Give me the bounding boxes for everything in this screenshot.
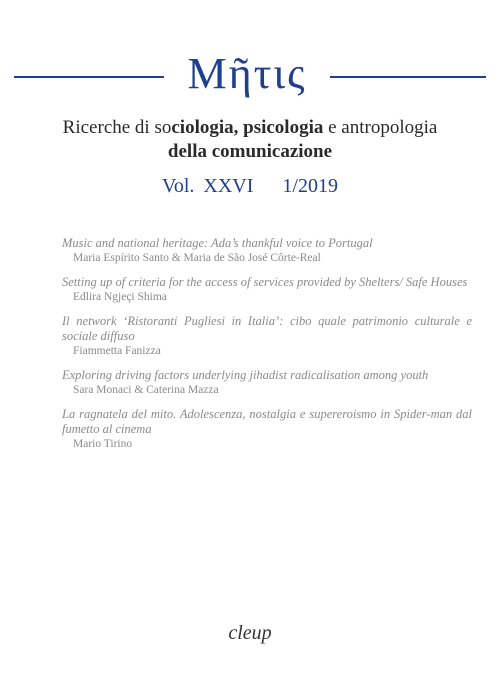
volume-number: Vol. XXVI bbox=[162, 175, 254, 197]
publisher-logo: cleup bbox=[228, 622, 272, 644]
article-entry bbox=[62, 236, 472, 266]
article-authors: Fiammetta Fanizza bbox=[73, 345, 161, 357]
subtitle-part-bold: ciologia, psicologia bbox=[171, 117, 324, 138]
article-title: Setting up of criteria for the access of services provided by Shelters/ Safe Houses bbox=[62, 275, 468, 289]
article-title: Exploring driving factors underlying jihadist radicalisation among youth bbox=[62, 368, 429, 382]
table-of-contents bbox=[62, 236, 472, 461]
volume-issue bbox=[60, 175, 440, 198]
article-entry bbox=[62, 368, 472, 398]
subtitle-part: e antropologia bbox=[323, 117, 438, 138]
article-authors: Edlira Ngjeçi Shima bbox=[73, 291, 167, 303]
article-authors: Sara Monaci & Caterina Mazza bbox=[73, 384, 219, 396]
article-authors: Maria Espírito Santo & Maria de São José Côrte-Real bbox=[73, 252, 321, 264]
article-title: Music and national heritage: Ada’s thankful voice to Portugal bbox=[62, 236, 373, 250]
journal-title: Μῆτις bbox=[187, 49, 307, 98]
subtitle-line-2: della comunicazione bbox=[167, 141, 333, 162]
subtitle-part: Ricerche di so bbox=[62, 117, 172, 138]
article-authors: Mario Tirino bbox=[73, 438, 133, 450]
article-title: Il network ‘Ristoranti Pugliesi in Italia’: cibo quale patrimonio culturale e sociale diffuso bbox=[62, 314, 472, 343]
subtitle-line-1 bbox=[40, 116, 460, 140]
title-rule-left bbox=[14, 76, 164, 78]
article-entry bbox=[62, 407, 472, 452]
journal-subtitle bbox=[40, 116, 460, 164]
article-entry bbox=[62, 275, 472, 305]
issue-number: 1/2019 bbox=[282, 175, 338, 197]
title-rule-right bbox=[330, 76, 486, 78]
article-entry bbox=[62, 314, 472, 359]
masthead bbox=[0, 50, 500, 100]
article-title: La ragnatela del mito. Adolescenza, nostalgia e supereroismo in Spider-man dal fumetto al cinema bbox=[62, 407, 472, 436]
